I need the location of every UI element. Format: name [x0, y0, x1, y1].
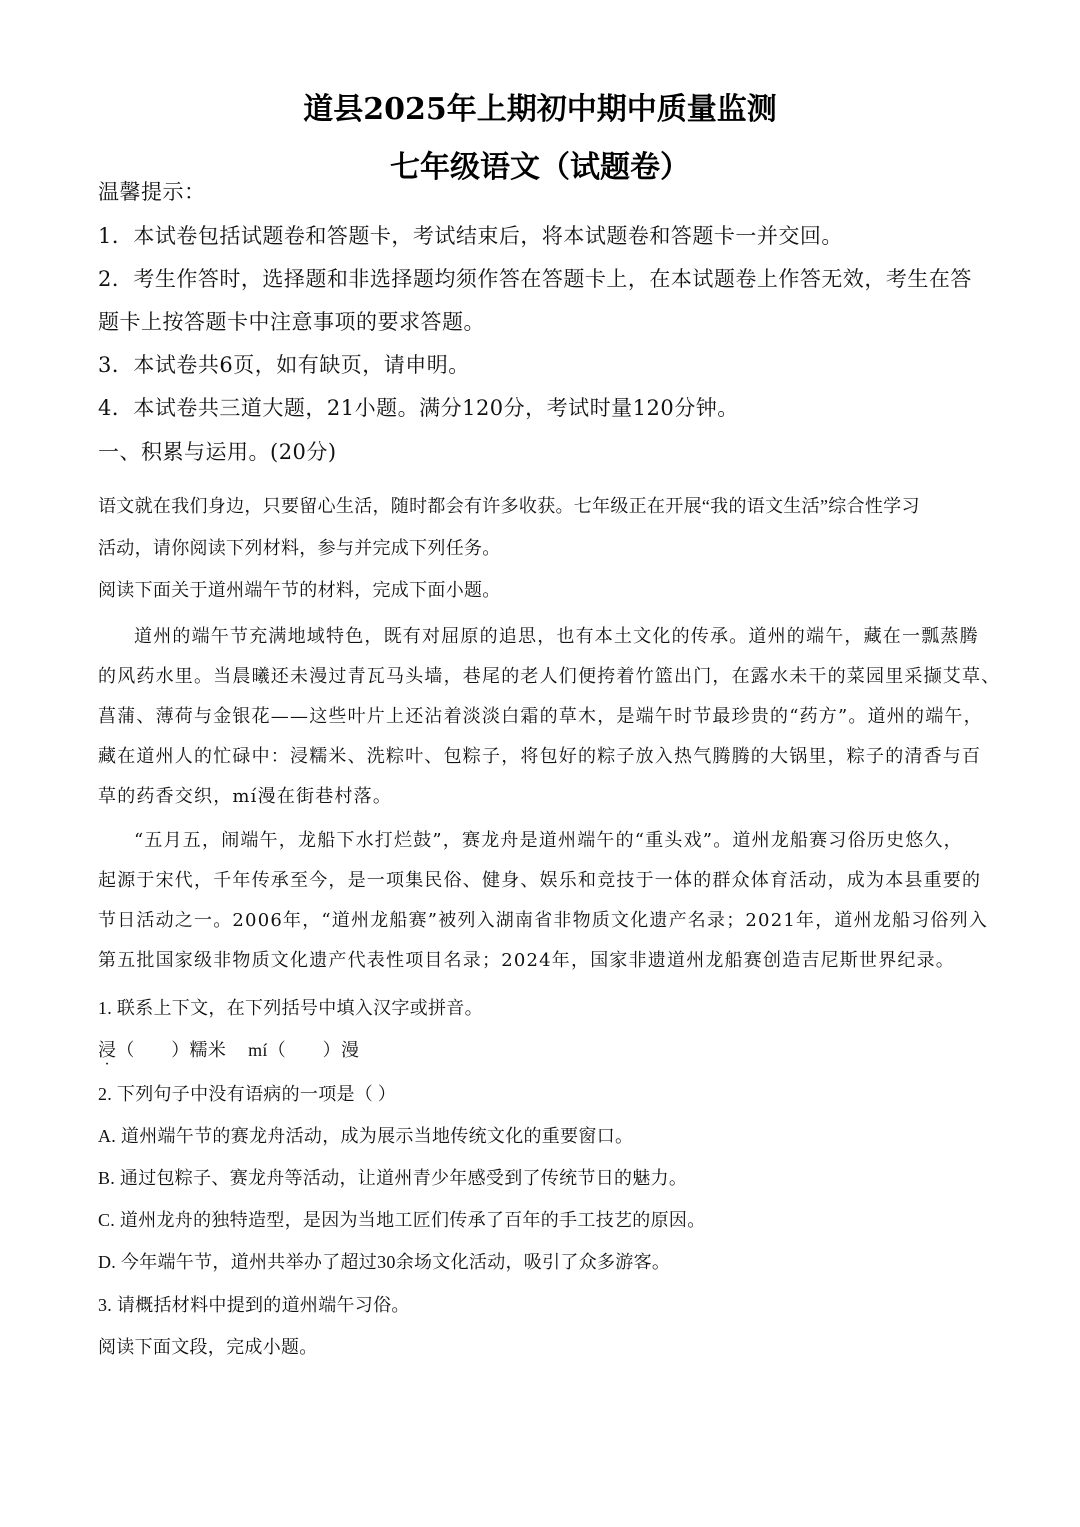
- notice-heading: 温馨提示：: [98, 180, 206, 204]
- q1-char: 浸: [98, 1040, 117, 1060]
- notice-item: 1．本试卷包括试题卷和答题卡，考试结束后，将本试题卷和答题卡一并交回。: [98, 224, 843, 248]
- question-1-stem: 1. 联系上下文，在下列括号中填入汉字或拼音。: [98, 998, 483, 1018]
- passage-line: 节日活动之一。2006年，“道州龙船赛”被列入湖南省非物质文化遗产名录；2021年，道州龙船习俗列入: [98, 910, 989, 931]
- read-instruction: 阅读下面关于道州端午节的材料，完成下面小题。: [98, 580, 501, 600]
- next-read-instruction: 阅读下面文段，完成小题。: [98, 1337, 318, 1357]
- passage-line: 起源于宋代，千年传承至今，是一项集民俗、健身、娱乐和竞技于一体的群众体育活动，成为本县重要的: [98, 870, 982, 891]
- question-2-stem: 2. 下列句子中没有语病的一项是（ ）: [98, 1084, 397, 1104]
- notice-item: 4．本试卷共三道大题，21小题。满分120分，考试时量120分钟。: [98, 396, 739, 420]
- question-2-option-b[interactable]: B. 通过包粽子、赛龙舟等活动，让道州青少年感受到了传统节日的魅力。: [98, 1168, 688, 1188]
- q1-pinyin: mí: [248, 1040, 268, 1060]
- passage-line: 的风药水里。当晨曦还未漫过青瓦马头墙，巷尾的老人们便挎着竹篮出门，在露水未干的菜园里采撷艾草、: [98, 666, 1001, 687]
- notice-item: 2．考生作答时，选择题和非选择题均须作答在答题卡上，在本试题卷上作答无效，考生在答: [98, 267, 972, 291]
- q1-answer-blank-1[interactable]: （ ）: [116, 1040, 190, 1060]
- title-block: [0, 88, 1080, 190]
- question-2-option-c[interactable]: C. 道州龙舟的独特造型，是因为当地工匠们传承了百年的手工技艺的原因。: [98, 1210, 706, 1230]
- question-2-option-a[interactable]: A. 道州端午节的赛龙舟活动，成为展示当地传统文化的重要窗口。: [98, 1126, 634, 1146]
- question-2-option-d[interactable]: D. 今年端午节，道州共举办了超过30余场文化活动，吸引了众多游客。: [98, 1252, 671, 1272]
- passage-line: 草的药香交织，mí漫在街巷村落。: [98, 786, 393, 807]
- section-intro: 语文就在我们身边，只要留心生活，随时都会有许多收获。七年级正在开展“我的语文生活”综合性学习: [98, 496, 920, 516]
- exam-title: 道县2025年上期初中期中质量监测: [303, 92, 777, 127]
- exam-subtitle: 七年级语文（试题卷）: [390, 150, 690, 185]
- passage-line: “五月五，闹端午，龙船下水打烂鼓”，赛龙舟是道州端午的“重头戏”。道州龙船赛习俗历史悠久，: [134, 830, 963, 851]
- question-3-stem: 3. 请概括材料中提到的道州端午习俗。: [98, 1295, 410, 1315]
- passage-line: 第五批国家级非物质文化遗产代表性项目名录；2024年，国家非遗道州龙船赛创造吉尼斯世界纪录。: [98, 950, 956, 971]
- q1-word-1: 糯米: [189, 1040, 227, 1060]
- question-1-items: [98, 1036, 988, 1062]
- notice-item: 3．本试卷共6页，如有缺页，请申明。: [98, 353, 470, 377]
- notice-item: 题卡上按答题卡中注意事项的要求答题。: [98, 310, 485, 334]
- section-intro: 活动，请你阅读下列材料，参与并完成下列任务。: [98, 538, 501, 558]
- section-heading: 一、积累与运用。(20分): [98, 440, 337, 464]
- passage-line: 菖蒲、薄荷与金银花——这些叶片上还沾着淡淡白霜的草木，是端午时节最珍贵的“药方”。道州的端午，: [98, 706, 983, 727]
- passage-line: 藏在道州人的忙碌中：浸糯米、洗粽叶、包粽子，将包好的粽子放入热气腾腾的大锅里，粽子的清香与百: [98, 746, 982, 767]
- q1-word-2: 漫: [340, 1040, 360, 1060]
- passage-line: 道州的端午节充满地域特色，既有对屈原的追思，也有本土文化的传承。道州的端午，藏在一瓢蒸腾: [134, 626, 979, 647]
- q1-answer-blank-2[interactable]: （ ）: [267, 1040, 341, 1060]
